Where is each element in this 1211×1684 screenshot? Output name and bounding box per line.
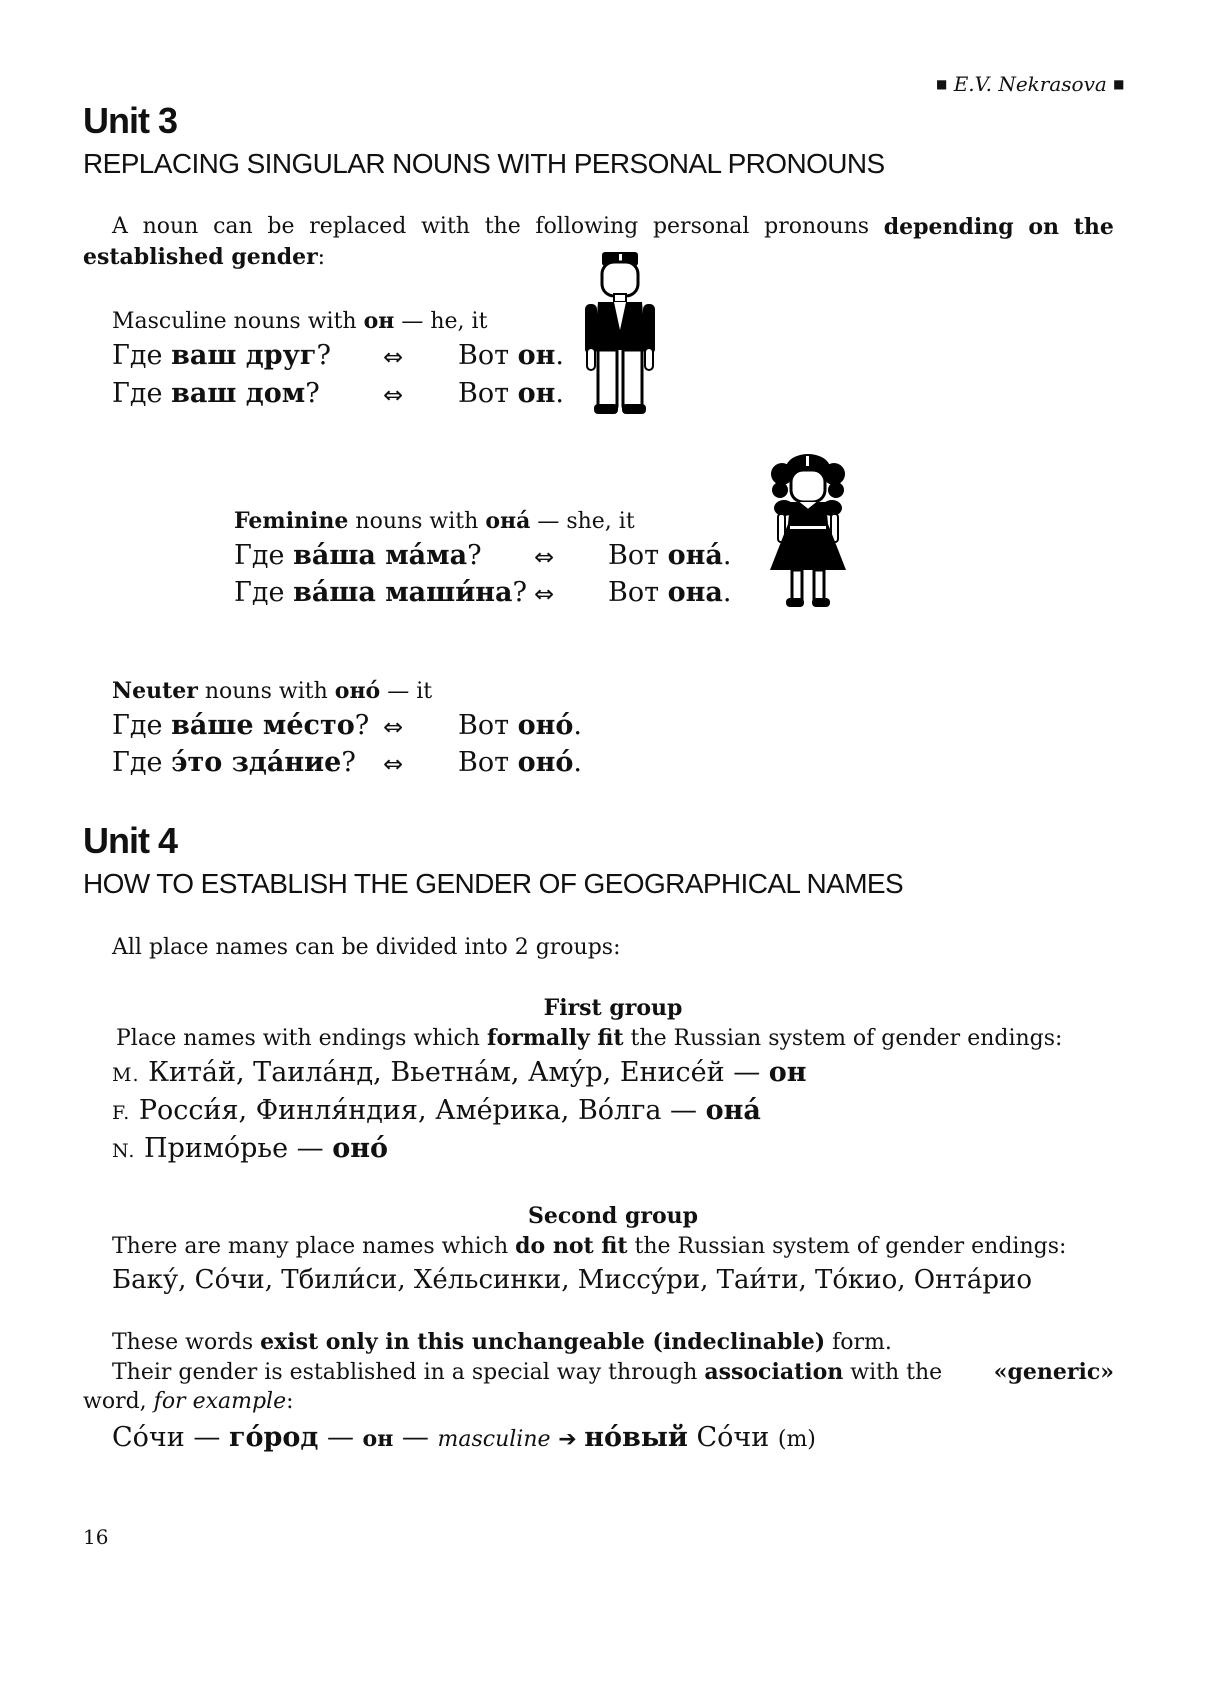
boy-illustration [584, 250, 656, 416]
note-chunk [112, 1359, 942, 1385]
answer-bold: он [517, 378, 556, 409]
dash: — [288, 1133, 333, 1164]
label-text: — he, it [394, 309, 488, 334]
intro-word: following [535, 214, 639, 239]
double-arrow-icon: ⇔ [383, 713, 404, 741]
question-bold: ваш друг [171, 340, 317, 371]
answer-dot: . [555, 340, 564, 371]
question-bold: ва́ша маши́на [293, 577, 513, 608]
answer-text: Вот [608, 540, 668, 571]
first-group-desc [116, 1025, 1062, 1051]
intro-bold: established gender [83, 244, 318, 270]
note-text: : [286, 1389, 294, 1414]
intro-word: can [213, 214, 253, 239]
double-arrow-icon: ⇔ [383, 750, 404, 778]
label-text: — she, it [530, 509, 635, 534]
gender-letter: М. [112, 1064, 140, 1086]
desc-text: the Russian system of gender endings: [627, 1234, 1067, 1259]
intro-word: personal [652, 214, 750, 239]
note-bold: association [704, 1359, 844, 1385]
intro-word: noun [142, 214, 199, 239]
unit4-title: Unit 4 [83, 820, 178, 861]
note-text: Their gender is established in a special way through [112, 1360, 705, 1385]
second-group-heading: Second group [527, 1203, 699, 1229]
feminine-row-1 [234, 540, 482, 571]
girl-illustration [768, 452, 848, 608]
first-group-heading: First group [543, 995, 683, 1021]
label-text: Masculine nouns with [112, 309, 364, 334]
dash: — [661, 1095, 706, 1126]
masculine-label [112, 308, 487, 334]
question-text: Где [112, 747, 172, 778]
intro-word: with [421, 214, 470, 239]
gender-bold: Feminine [234, 508, 349, 534]
note-text: These words [112, 1330, 261, 1355]
dash: — [318, 1422, 363, 1453]
masculine-answer-2 [458, 378, 564, 409]
first-group-line-m [112, 1057, 807, 1088]
answer-text: Вот [608, 577, 668, 608]
answer-text: Вот [458, 710, 518, 741]
author-name: E.V. Nekrasova [953, 72, 1107, 96]
masculine-row-2 [112, 378, 320, 409]
question-mark: ? [341, 747, 356, 778]
double-arrow-icon: ⇔ [383, 343, 404, 371]
answer-bold: оно́ [517, 747, 574, 778]
place-names: Росси́я, Финля́ндия, Аме́рика, Во́лга [138, 1095, 662, 1126]
answer-dot: . [573, 747, 582, 778]
example-gender: (m) [777, 1427, 816, 1452]
first-group-line-n [112, 1133, 388, 1164]
desc-bold: do not fit [515, 1233, 628, 1259]
note-text: word, [83, 1389, 154, 1414]
example-word: Со́чи [112, 1422, 185, 1453]
question-mark: ? [305, 378, 320, 409]
neuter-label [112, 678, 432, 704]
pronoun: он [363, 308, 395, 334]
answer-text: Вот [458, 378, 518, 409]
bullet-icon: ■ [1113, 77, 1125, 91]
example-word: Со́чи [687, 1422, 778, 1453]
gender-bold: Neuter [112, 678, 198, 704]
pronoun: он [768, 1057, 807, 1088]
note-bold: «generic» [993, 1359, 1114, 1385]
intro-word: A [112, 214, 128, 239]
masculine-answer-1 [458, 340, 564, 371]
page-number: 16 [83, 1525, 109, 1549]
answer-bold: она́ [667, 540, 723, 571]
example-italic: masculine [437, 1427, 551, 1452]
intro-word: on [1028, 214, 1059, 240]
question-bold: ваш дом [171, 378, 306, 409]
intro-word: pronouns [764, 214, 870, 239]
answer-bold: он [517, 340, 556, 371]
question-mark: ? [354, 710, 370, 741]
question-bold: э́то зда́ние [171, 747, 342, 778]
double-arrow-icon: ⇔ [383, 381, 404, 409]
pronoun: оно́ [332, 1133, 389, 1164]
note-text: with the [843, 1360, 943, 1385]
answer-dot: . [555, 378, 564, 409]
running-head [936, 72, 1125, 96]
pronoun: она́ [705, 1095, 761, 1126]
label-text: nouns with [348, 509, 486, 534]
bullet-icon: ■ [936, 77, 948, 91]
dash: — [184, 1422, 229, 1453]
answer-bold: она [667, 577, 723, 608]
intro-colon: : [317, 245, 326, 270]
second-group-desc [112, 1233, 1066, 1259]
note-line-2 [112, 1359, 1114, 1385]
unit4-subtitle: HOW TO ESTABLISH THE GENDER OF GEOGRAPHICAL NAMES [83, 868, 904, 899]
question-text: Где [234, 540, 294, 571]
masculine-row-1 [112, 340, 331, 371]
intro-word: be [267, 214, 295, 239]
right-arrow-icon: ➔ [550, 1427, 585, 1452]
question-mark: ? [467, 540, 482, 571]
unit3-intro-line1 [112, 214, 1114, 240]
feminine-label [234, 508, 635, 534]
unit4-intro: All place names can be divided into 2 groups: [112, 935, 621, 960]
gender-letter: F. [112, 1102, 131, 1124]
place-names: Примо́рье [144, 1133, 289, 1164]
example-bold: го́род [228, 1422, 319, 1453]
neuter-row-2 [112, 747, 356, 778]
intro-word: the [1073, 214, 1114, 240]
desc-text: Place names with endings which [116, 1026, 487, 1051]
double-arrow-icon: ⇔ [534, 580, 555, 608]
neuter-answer-1 [458, 710, 582, 741]
intro-word: the [484, 214, 521, 239]
unit3-intro-line2 [83, 244, 325, 270]
first-group-line-f [112, 1095, 761, 1126]
feminine-answer-2 [608, 577, 731, 608]
answer-text: Вот [458, 340, 518, 371]
note-text: form. [825, 1330, 892, 1355]
note-line-3 [83, 1389, 294, 1414]
example-line [112, 1422, 816, 1453]
question-text: Где [112, 378, 172, 409]
question-mark: ? [316, 340, 331, 371]
note-italic: for example [153, 1389, 287, 1414]
second-group-names: Баку́, Со́чи, Тбили́си, Хе́льсинки, Миссу́ри, Таи́ти, То́кио, Онта́рио [112, 1265, 1032, 1295]
question-text: Где [112, 340, 172, 371]
question-text: Где [112, 710, 172, 741]
neuter-answer-2 [458, 747, 582, 778]
question-mark: ? [512, 577, 527, 608]
desc-text: There are many place names which [112, 1234, 516, 1259]
answer-bold: оно́ [517, 710, 574, 741]
question-bold: ва́ша ма́ма [293, 540, 468, 571]
neuter-row-1 [112, 710, 369, 741]
desc-text: the Russian system of gender endings: [623, 1026, 1063, 1051]
double-arrow-icon: ⇔ [534, 543, 555, 571]
gender-letter: N. [112, 1140, 136, 1162]
desc-bold: formally fit [486, 1025, 624, 1051]
answer-dot: . [722, 577, 732, 608]
question-bold: ва́ше ме́сто [171, 710, 355, 741]
dash: — [393, 1422, 438, 1453]
example-bold: но́вый [584, 1422, 688, 1453]
example-bold: он [362, 1426, 394, 1452]
answer-dot: . [573, 710, 582, 741]
label-text: nouns with [197, 679, 335, 704]
unit3-title: Unit 3 [83, 100, 178, 141]
feminine-answer-1 [608, 540, 731, 571]
question-text: Где [234, 577, 294, 608]
pronoun: оно́ [334, 678, 381, 704]
note-bold: exist only in this unchangeable (indeclinable) [260, 1329, 826, 1355]
dash: — [724, 1057, 769, 1088]
answer-dot: . [722, 540, 732, 571]
note-line-1 [112, 1329, 892, 1355]
intro-word: depending [883, 214, 1014, 240]
intro-word: replaced [309, 214, 407, 239]
place-names: Кита́й, Таила́нд, Вьетна́м, Аму́р, Енисе́й [148, 1057, 725, 1088]
pronoun: она́ [485, 508, 531, 534]
feminine-row-2 [234, 577, 527, 608]
label-text: — it [380, 679, 433, 704]
answer-text: Вот [458, 747, 518, 778]
unit3-subtitle: REPLACING SINGULAR NOUNS WITH PERSONAL PRONOUNS [83, 148, 885, 179]
